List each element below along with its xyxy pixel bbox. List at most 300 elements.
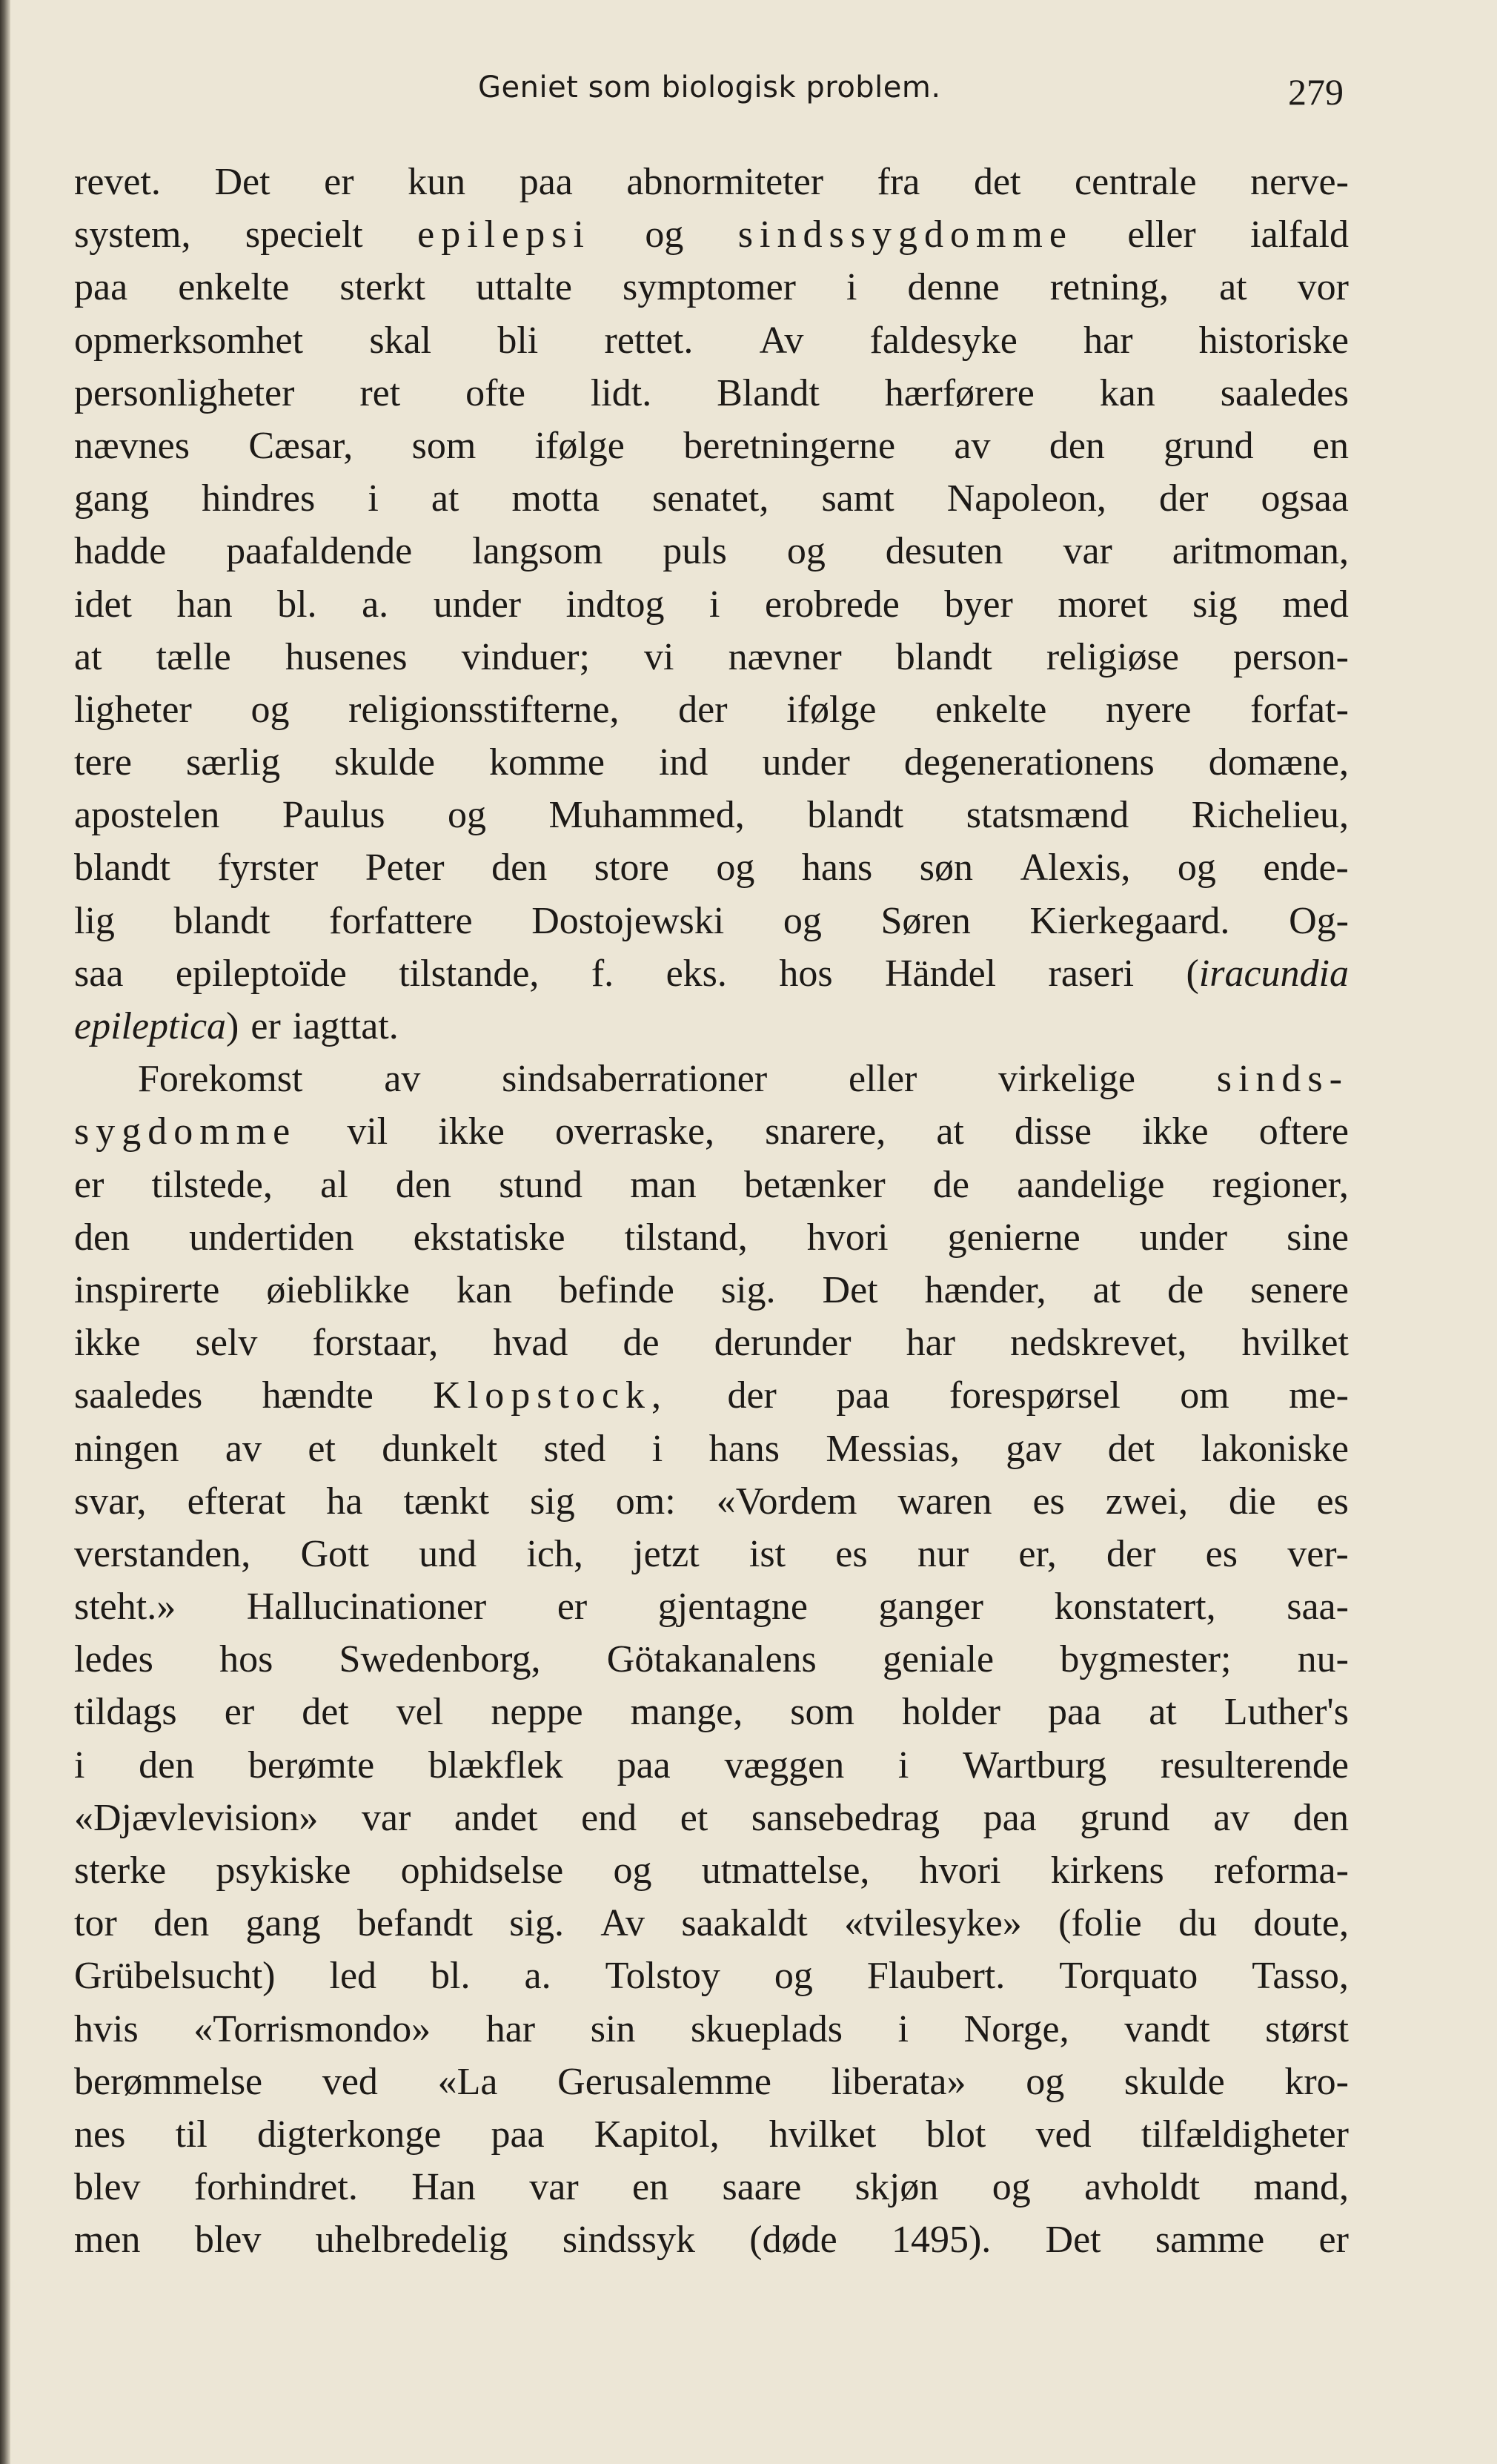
word: virkelige (998, 1058, 1135, 1101)
word: kirkens (1050, 1849, 1164, 1892)
word: Muhammed, (548, 794, 745, 837)
word: a. (362, 583, 389, 626)
word: end (581, 1796, 637, 1839)
word: tildags (74, 1691, 177, 1734)
word: den (139, 1743, 195, 1786)
word: ikke (438, 1110, 505, 1153)
word: denne (907, 266, 1000, 309)
word: ved (322, 2060, 378, 2103)
word: ret (359, 371, 401, 414)
word: og (783, 899, 822, 942)
word: religionsstifterne, (348, 688, 620, 731)
word: Grübelsucht) (74, 1955, 276, 1998)
word: er (1318, 2219, 1349, 2262)
text-line (74, 2003, 1349, 2056)
word: tilstand, (624, 1216, 748, 1259)
word: vi (644, 635, 674, 678)
word: hvad (493, 1322, 568, 1365)
word: tilstede, (151, 1163, 273, 1206)
word: skueplads (690, 2007, 843, 2050)
word: er (557, 1586, 588, 1629)
word: øieblikke (266, 1268, 410, 1311)
word: hans (708, 1427, 780, 1470)
text-line (74, 1369, 1349, 1422)
word: Det (1045, 2219, 1101, 2262)
word: es (1205, 1532, 1238, 1575)
word: geniale (883, 1638, 995, 1681)
word: bygmester; (1060, 1638, 1232, 1681)
word: Det (214, 161, 270, 203)
word: nerve- (1250, 161, 1349, 203)
text-line (74, 1580, 1349, 1633)
word: apostelen (74, 794, 220, 837)
word: men (74, 2219, 141, 2262)
text-line (74, 789, 1349, 841)
text-line (74, 1950, 1349, 2002)
text-line (74, 2108, 1349, 2161)
word: sindsaberrationer (502, 1058, 768, 1101)
word: betænker (744, 1163, 886, 1206)
word: befandt (356, 1902, 473, 1945)
word: under (762, 741, 850, 784)
word: dunkelt (382, 1427, 498, 1470)
word: forstaar, (312, 1322, 439, 1365)
word: beretningerne (683, 424, 896, 467)
word: «La (437, 2060, 498, 2103)
word: og (786, 530, 826, 573)
text-line (74, 1633, 1349, 1686)
word: psykiske (216, 1849, 351, 1892)
word: store (594, 847, 669, 890)
word: digterkonge (256, 2113, 442, 2156)
word: Messias, (826, 1427, 960, 1470)
word: regioner, (1212, 1163, 1349, 1206)
text-line (74, 1211, 1349, 1264)
word: motta (511, 477, 600, 520)
word: kro- (1284, 2060, 1349, 2103)
word: bl. (277, 583, 317, 626)
word: tænkt (403, 1480, 490, 1523)
word: der (678, 688, 728, 731)
word: særlig (185, 741, 281, 784)
word: Hallucinationer (246, 1586, 487, 1629)
word: idet (74, 583, 132, 626)
word: (iracundia (1186, 952, 1349, 995)
word: eller (1127, 213, 1196, 256)
word: Paulus (282, 794, 385, 837)
word: Forekomst (138, 1058, 303, 1101)
word: samme (1155, 2219, 1265, 2262)
word: søn (919, 847, 974, 890)
word: den (395, 1163, 452, 1206)
text-line (74, 1528, 1349, 1580)
word: saakaldt (681, 1902, 808, 1945)
text-line (74, 1475, 1349, 1528)
word: av (384, 1058, 421, 1101)
word: sindssyk (562, 2219, 695, 2262)
word: sig. (720, 1268, 776, 1311)
word: tilfældigheter (1141, 2113, 1349, 2156)
word: uhelbredelig (315, 2219, 508, 2262)
word: hvori (806, 1216, 889, 1259)
word: husenes (285, 635, 408, 678)
word: er (74, 1163, 104, 1206)
word: vor (1297, 266, 1349, 309)
word: liberata» (831, 2060, 966, 2103)
text-line (74, 525, 1349, 577)
word: i (74, 1743, 85, 1786)
word: utmattelse, (701, 1849, 870, 1892)
word: der (727, 1374, 777, 1417)
word: «Vordem (716, 1480, 857, 1523)
word: ledes (74, 1638, 153, 1681)
word: centrale (1075, 161, 1197, 203)
word: saare (722, 2166, 802, 2209)
word: mange, (630, 1691, 743, 1734)
text-line (74, 947, 1349, 1000)
word: ekstatiske (413, 1216, 565, 1259)
word: gjentagne (657, 1586, 808, 1629)
text-line (74, 2213, 1349, 2266)
word: av (1213, 1796, 1250, 1839)
word: es (1316, 1480, 1349, 1523)
word: sinds- (1216, 1058, 1349, 1101)
text-line (74, 1844, 1349, 1897)
word: nes (74, 2113, 126, 2156)
word: vinduer; (461, 635, 590, 678)
word: Kapitol, (594, 2113, 720, 2156)
word: paa (836, 1374, 890, 1417)
word: det (1107, 1427, 1155, 1470)
text-line (74, 578, 1349, 631)
word: det (973, 161, 1021, 203)
word: forespørsel (949, 1374, 1121, 1417)
word: den (1292, 1796, 1349, 1839)
word: skal (369, 319, 432, 362)
text-line (74, 156, 1349, 208)
word: es (835, 1532, 868, 1575)
word: at (1149, 1691, 1177, 1734)
word: ifølge (786, 688, 877, 731)
word: die (1229, 1480, 1276, 1523)
word: tilstande, (399, 952, 540, 995)
word: sterkt (339, 266, 425, 309)
word: Alexis, (1020, 847, 1131, 890)
word: under (433, 583, 522, 626)
word: resulterende (1160, 1743, 1349, 1786)
word: i (897, 2007, 909, 2050)
word: som (790, 1691, 854, 1734)
word: og (1026, 2060, 1065, 2103)
word: Og- (1289, 899, 1349, 942)
word: Richelieu, (1191, 794, 1349, 837)
word: epileptica) (74, 1005, 239, 1047)
word: under (1139, 1216, 1228, 1259)
text-line (74, 314, 1349, 367)
text-line (74, 631, 1349, 683)
word: hvilket (1241, 1322, 1349, 1365)
word: Napoleon, (946, 477, 1106, 520)
word: blev (74, 2166, 141, 2209)
text-line (74, 1105, 1349, 1158)
word: verstanden, (74, 1532, 251, 1575)
word: saaledes (1220, 371, 1349, 414)
text-line (74, 1792, 1349, 1844)
word: statsmænd (966, 794, 1129, 837)
word: blandt (895, 635, 992, 678)
word: steht.» (74, 1586, 176, 1629)
word: «Djævlevision» (74, 1796, 319, 1839)
word: ved (1035, 2113, 1092, 2156)
word: er, (1018, 1532, 1057, 1575)
word: grund (1080, 1796, 1170, 1839)
word: sansebedrag (751, 1796, 940, 1839)
text-line (74, 1686, 1349, 1738)
word: nævnes (74, 424, 190, 467)
word: skjøn (854, 2166, 939, 2209)
word: jetzt (633, 1532, 700, 1575)
word: blandt (173, 899, 270, 942)
text-line (74, 736, 1349, 789)
word: bli (497, 319, 539, 362)
word: Det (822, 1268, 878, 1311)
word: sin (590, 2007, 636, 2050)
word: at (1092, 1268, 1121, 1311)
word: hvis (74, 2007, 139, 2050)
word: kan (1099, 371, 1155, 414)
text-line (74, 1423, 1349, 1475)
text-line (74, 261, 1349, 314)
word: hos (779, 952, 833, 995)
word: paa (983, 1796, 1037, 1839)
word: Cæsar, (248, 424, 353, 467)
word: undertiden (189, 1216, 354, 1259)
word: i (651, 1427, 663, 1470)
word: ningen (74, 1427, 179, 1470)
word: i (846, 266, 857, 309)
word: ogsaa (1261, 477, 1349, 520)
word: sine (1287, 1216, 1349, 1259)
word: sig (1192, 583, 1238, 626)
word: desuten (885, 530, 1003, 573)
word: Wartburg (963, 1743, 1107, 1786)
word: svar, (74, 1480, 147, 1523)
word: ha (326, 1480, 363, 1523)
word: Av (600, 1902, 645, 1945)
word: som (411, 424, 477, 467)
word: neppe (491, 1691, 583, 1734)
word: grund (1164, 424, 1254, 467)
word: hos (219, 1638, 273, 1681)
page-number: 279 (1288, 71, 1344, 113)
word: derunder (714, 1322, 852, 1365)
word: det (302, 1691, 349, 1734)
word: a. (524, 1955, 551, 1998)
word: Kierkegaard. (1029, 899, 1230, 942)
word: paa (617, 1743, 671, 1786)
text-line (74, 1000, 1349, 1053)
word: er (224, 1691, 255, 1734)
word: Peter (365, 847, 445, 890)
word: i (368, 477, 379, 520)
word: al (320, 1163, 348, 1206)
text-line (74, 841, 1349, 894)
word: der (1158, 477, 1209, 520)
word: sted (543, 1427, 606, 1470)
word: at (936, 1110, 964, 1153)
word: ist (748, 1532, 786, 1575)
word: samt (821, 477, 894, 520)
word: hændte (262, 1374, 374, 1417)
word: epileptoïde (175, 952, 347, 995)
word: eller (848, 1058, 917, 1101)
word: blandt (74, 847, 170, 890)
word: hænder, (924, 1268, 1046, 1311)
word: og (613, 1849, 652, 1892)
word: mand, (1253, 2166, 1349, 2209)
text-line (74, 1053, 1349, 1105)
word: berømte (248, 1743, 375, 1786)
word: i (709, 583, 720, 626)
word: ialfald (1250, 213, 1349, 256)
word: Norge, (963, 2007, 1069, 2050)
word: gang (74, 477, 150, 520)
word: og (250, 688, 290, 731)
word: nu- (1297, 1638, 1349, 1681)
word: efterat (187, 1480, 286, 1523)
word: oftere (1258, 1110, 1349, 1153)
word: Dostojewski (531, 899, 725, 942)
word: domæne, (1208, 741, 1349, 784)
word: sig (530, 1480, 575, 1523)
word: paa (74, 266, 128, 309)
word: en (632, 2166, 669, 2209)
text-line (74, 2056, 1349, 2108)
word: abnormiteter (626, 161, 824, 203)
word: (folie (1058, 1902, 1142, 1945)
word: ikke (1142, 1110, 1209, 1153)
word: «tvilesyke» (844, 1902, 1022, 1945)
word: av (225, 1427, 262, 1470)
word: waren (897, 1480, 992, 1523)
word: komme (488, 741, 605, 784)
word: sindssygdomme (737, 213, 1073, 256)
word: et (680, 1796, 708, 1839)
word: stund (499, 1163, 582, 1206)
word: faldesyke (869, 319, 1018, 362)
word: ofte (465, 371, 525, 414)
word: tere (74, 741, 132, 784)
word: Gott (300, 1532, 369, 1575)
word: sig. (509, 1902, 564, 1945)
word: es (1032, 1480, 1065, 1523)
word: hans (801, 847, 873, 890)
word: og (448, 794, 486, 837)
word: konstatert, (1054, 1586, 1216, 1629)
word: skulde (1123, 2060, 1225, 2103)
word: specielt (245, 213, 363, 256)
word: skulde (334, 741, 435, 784)
word: har (1083, 319, 1133, 362)
word: blandt (807, 794, 904, 837)
word: der (1106, 1532, 1156, 1575)
word: Flaubert. (866, 1955, 1006, 1998)
word: kan (456, 1268, 512, 1311)
word: med (1282, 583, 1349, 626)
word: størst (1265, 2007, 1349, 2050)
word: epilepsi (417, 213, 591, 256)
word: har (906, 1322, 956, 1365)
word: tor (74, 1902, 117, 1945)
text-line (74, 895, 1349, 947)
word: ende- (1263, 847, 1349, 890)
word: ikke (74, 1322, 141, 1365)
word: har (485, 2007, 536, 2050)
word: rettet. (604, 319, 694, 362)
word: raseri (1048, 952, 1135, 995)
word: nur (917, 1532, 969, 1575)
word: var (529, 2166, 579, 2209)
word: zwei, (1105, 1480, 1188, 1523)
text-line (74, 683, 1349, 736)
word: Han (411, 2166, 476, 2209)
word: ver- (1287, 1532, 1349, 1575)
word: person- (1233, 635, 1349, 678)
word: saa- (1287, 1586, 1349, 1629)
word: forfattere (329, 899, 473, 942)
word: ganger (878, 1586, 983, 1629)
word: erobrede (765, 583, 900, 626)
text-line (74, 1159, 1349, 1211)
word: paa (491, 2113, 545, 2156)
word: lakoniske (1201, 1427, 1349, 1470)
word: Swedenborg, (339, 1638, 541, 1681)
word: til (175, 2113, 208, 2156)
word: und (419, 1532, 477, 1575)
word: og (1177, 847, 1216, 890)
word: hadde (74, 530, 167, 573)
word: ich, (526, 1532, 583, 1575)
word: at (74, 635, 102, 678)
word: bl. (431, 1955, 471, 1998)
word: doute, (1253, 1902, 1349, 1945)
word: aritmoman, (1172, 530, 1349, 573)
word: degenerationens (903, 741, 1155, 784)
word: byer (944, 583, 1013, 626)
text-line (74, 1317, 1349, 1369)
word: om: (615, 1480, 676, 1523)
word: saaledes (74, 1374, 203, 1417)
word: fra (877, 161, 920, 203)
word: han (176, 583, 233, 626)
word: enkelte (935, 688, 1047, 731)
word: var (1063, 530, 1112, 573)
word: blot (926, 2113, 986, 2156)
word: symptomer (622, 266, 796, 309)
word: hvilket (769, 2113, 877, 2156)
word: Tolstoy (605, 1955, 720, 1998)
word: historiske (1198, 319, 1349, 362)
word: vandt (1124, 2007, 1210, 2050)
word: kun (408, 161, 466, 203)
word: er (324, 161, 354, 203)
word: personligheter (74, 371, 295, 414)
word: disse (1014, 1110, 1092, 1153)
word: me- (1289, 1374, 1349, 1417)
word: 1495). (891, 2219, 992, 2262)
word: andet (454, 1796, 538, 1839)
word: uttalte (475, 266, 572, 309)
